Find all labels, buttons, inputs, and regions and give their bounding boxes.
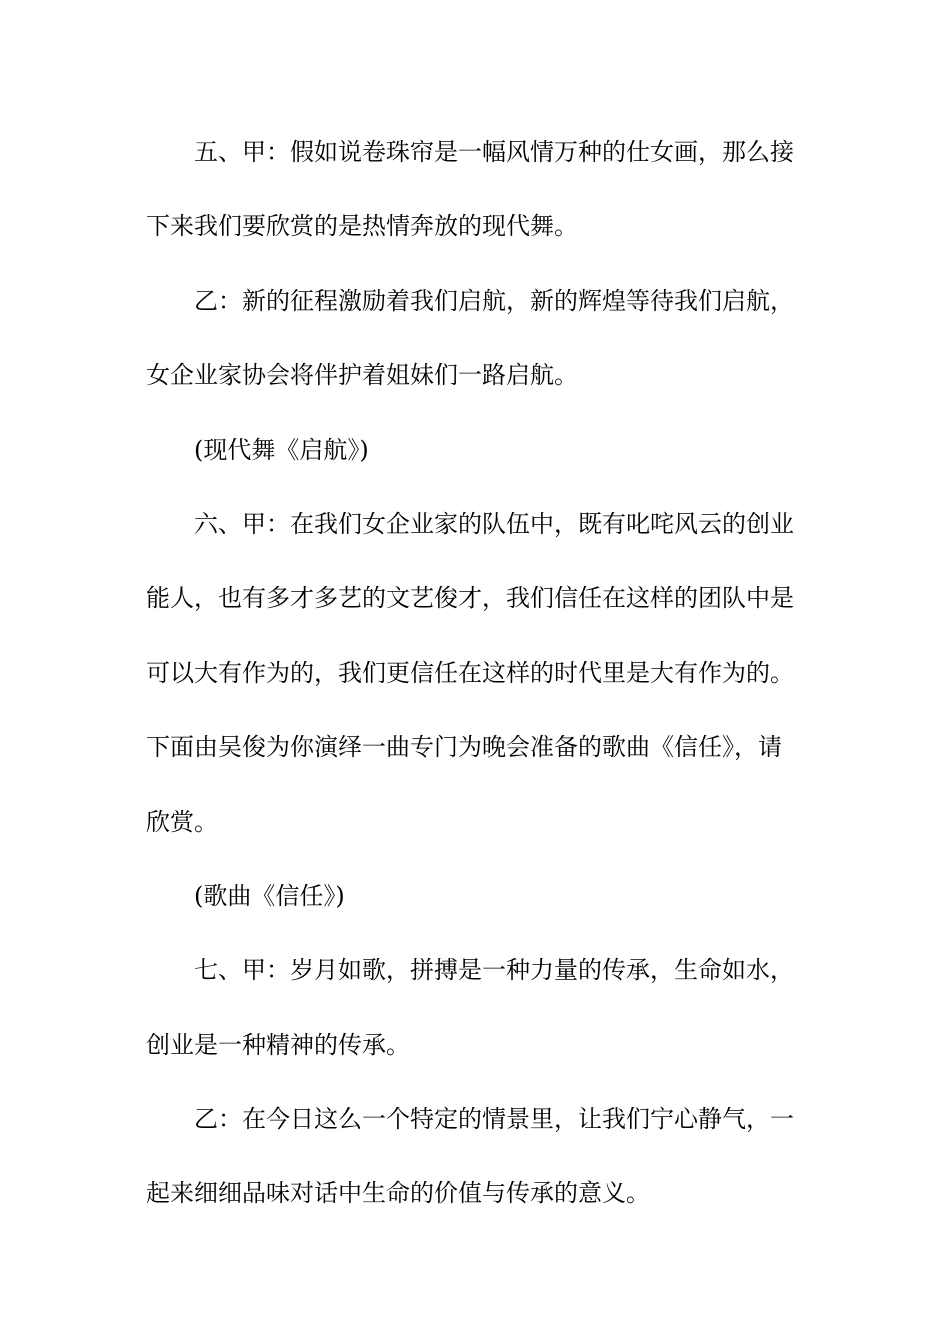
paragraph-line-5-yi-1: 乙：新的征程激励着我们启航，新的辉煌等待我们启航， <box>194 286 794 315</box>
program-note-song: (歌曲《信任》) <box>194 881 345 910</box>
paragraph-line-7-jia-2: 创业是一种精神的传承。 <box>146 1030 410 1059</box>
paragraph-line-5-yi-2: 女企业家协会将伴护着姐妹们一路启航。 <box>146 361 578 390</box>
paragraph-line-5-jia-2: 下来我们要欣赏的是热情奔放的现代舞。 <box>146 212 578 241</box>
document-body <box>146 122 806 1238</box>
paragraph-line-6-jia-3: 可以大有作为的，我们更信任在这样的时代里是大有作为的。 <box>146 658 794 687</box>
paragraph-line-6-jia-2: 能人，也有多才多艺的文艺俊才，我们信任在这样的团队中是 <box>146 584 794 613</box>
paragraph-line-7-yi-1: 乙：在今日这么一个特定的情景里，让我们宁心静气，一 <box>194 1105 794 1134</box>
program-note-modern-dance: (现代舞《启航》) <box>194 435 369 464</box>
paragraph-line-6-jia-4: 下面由吴俊为你演绎一曲专门为晚会准备的歌曲《信任》，请 <box>146 733 782 762</box>
paragraph-line-7-yi-2: 起来细细品味对话中生命的价值与传承的意义。 <box>146 1179 650 1208</box>
paragraph-line-6-jia-1: 六、甲：在我们女企业家的队伍中，既有叱咤风云的创业 <box>194 509 794 538</box>
paragraph-line-5-jia-1: 五、甲：假如说卷珠帘是一幅风情万种的仕女画，那么接 <box>194 138 794 166</box>
paragraph-line-7-jia-1: 七、甲：岁月如歌，拼搏是一种力量的传承，生命如水， <box>194 956 794 985</box>
paragraph-line-6-jia-5: 欣赏。 <box>146 807 218 836</box>
